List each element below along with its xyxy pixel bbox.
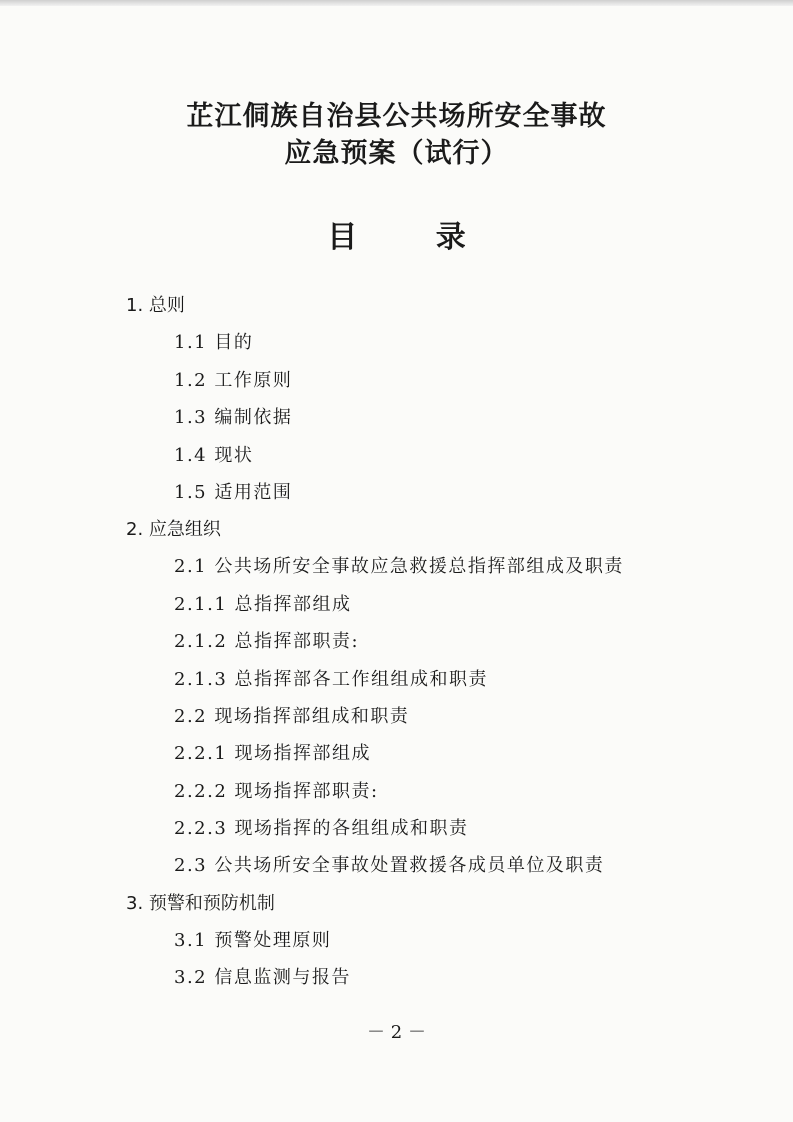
toc-item-3: 3. 预警和预防机制 [126, 893, 275, 914]
toc-item-2-2-2: 2.2.2 现场指挥部职责: [174, 781, 379, 802]
toc-item-2-1-1: 2.1.1 总指挥部组成 [174, 594, 352, 615]
toc-item-2-3: 2.3 公共场所安全事故处置救援各成员单位及职责 [174, 855, 605, 876]
toc-item-2-2-1: 2.2.1 现场指挥部组成 [174, 743, 372, 764]
toc-item-3-2: 3.2 信息监测与报告 [174, 967, 351, 988]
toc-item-1: 1. 总则 [126, 295, 185, 316]
toc-item-1-3: 1.3 编制依据 [174, 407, 293, 428]
toc-item-2-1: 2.1 公共场所安全事故应急救援总指挥部组成及职责 [174, 556, 624, 577]
page-number: － 2 － [367, 1022, 426, 1043]
scan-top-edge [0, 0, 793, 6]
toc-item-2-1-3: 2.1.3 总指挥部各工作组组成和职责 [174, 669, 489, 690]
toc-item-1-5: 1.5 适用范围 [174, 482, 293, 503]
document-title-line-1: 芷江侗族自治县公共场所安全事故 [186, 101, 607, 132]
toc-item-2-1-2: 2.1.2 总指挥部职责: [174, 631, 360, 652]
toc-item-2-2: 2.2 现场指挥部组成和职责 [174, 706, 410, 727]
toc-heading: 目 录 [327, 220, 500, 255]
toc-item-1-4: 1.4 现状 [174, 445, 254, 466]
toc-item-3-1: 3.1 预警处理原则 [174, 930, 332, 951]
document-title-line-2: 应急预案（试行） [284, 138, 509, 169]
toc-item-1-1: 1.1 目的 [174, 332, 254, 353]
toc-item-1-2: 1.2 工作原则 [174, 370, 293, 391]
toc-item-2: 2. 应急组织 [126, 519, 221, 540]
toc-item-2-2-3: 2.2.3 现场指挥的各组组成和职责 [174, 818, 469, 839]
